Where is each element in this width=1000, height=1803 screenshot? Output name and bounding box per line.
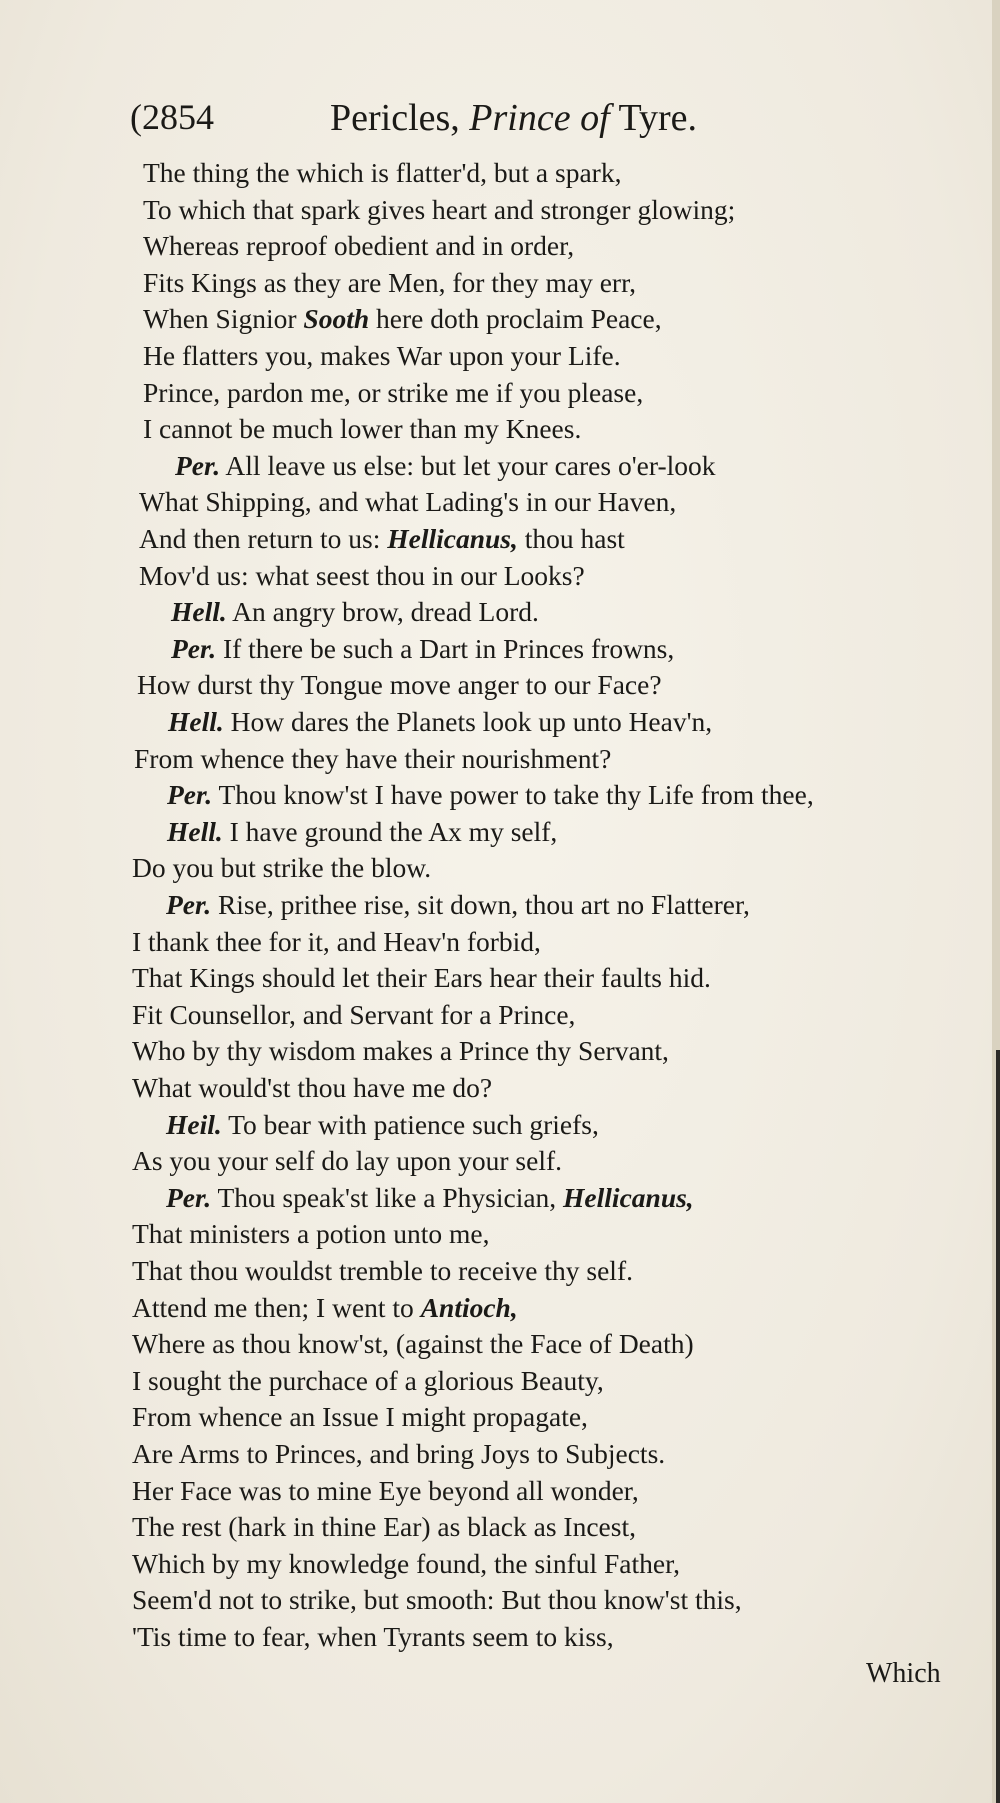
line-text: Which by my knowledge found, the sinful Father, xyxy=(132,1547,681,1579)
verse-line xyxy=(132,1033,669,1069)
line-text: An angry brow, dread Lord. xyxy=(226,596,539,628)
verse-line xyxy=(132,1326,694,1362)
line-text: Whereas reproof obedient and in order, xyxy=(143,230,575,262)
verse-line xyxy=(143,192,735,228)
verse-line xyxy=(132,1253,633,1289)
speaker-prefix: Per. xyxy=(175,449,221,481)
speaker-prefix: Per. xyxy=(167,779,213,811)
line-text: I thank thee for it, and Heav'n forbid, xyxy=(132,925,541,957)
line-text: Seem'd not to strike, but smooth: But thou know'st this, xyxy=(132,1584,742,1616)
line-text: From whence they have their nourishment? xyxy=(134,742,612,774)
speaker-prefix: Hell. xyxy=(171,596,227,628)
line-text: Rise, prithee rise, sit down, thou art no Flatterer, xyxy=(211,889,750,920)
page-header xyxy=(130,96,830,146)
verse-line xyxy=(132,1290,518,1326)
speaker-prefix: Per. xyxy=(166,1181,212,1213)
speaker-prefix: Heil. xyxy=(166,1108,222,1140)
verse-line xyxy=(132,1216,489,1252)
running-title-italic: Prince of xyxy=(469,97,610,139)
speaker-prefix: Hell. xyxy=(167,815,223,847)
page-edge-shadow xyxy=(996,1050,1000,1803)
line-text: Her Face was to mine Eye beyond all wonder, xyxy=(132,1474,639,1506)
running-title-pre: Pericles, xyxy=(330,97,470,139)
line-text-continued: here doth proclaim Peace, xyxy=(369,303,662,335)
line-text: Thou know'st I have power to take thy Life from thee, xyxy=(212,779,814,811)
running-title-post: Tyre. xyxy=(609,97,698,139)
line-text: Where as thou know'st, (against the Face of Death) xyxy=(132,1328,694,1360)
line-text: Attend me then; I went to xyxy=(132,1291,421,1323)
line-text: I have ground the Ax my self, xyxy=(222,815,558,847)
line-text: What would'st thou have me do? xyxy=(132,1072,493,1103)
verse-line xyxy=(171,631,674,667)
speaker-prefix: Per. xyxy=(166,889,212,920)
verse-line xyxy=(132,1473,639,1509)
line-text: Who by thy wisdom makes a Prince thy Servant, xyxy=(132,1035,669,1067)
verse-line xyxy=(132,850,431,886)
verse-line xyxy=(166,1180,694,1216)
line-text-continued: thou hast xyxy=(517,523,625,554)
verse-line xyxy=(143,411,581,447)
verse-line xyxy=(167,814,557,850)
verse-line xyxy=(132,1582,742,1618)
line-text: The thing the which is flatter'd, but a spark, xyxy=(143,157,622,188)
line-text: Are Arms to Princes, and bring Joys to Subjects. xyxy=(132,1438,666,1469)
line-text: As you your self do lay upon your self. xyxy=(132,1145,563,1177)
page-number: (2854 xyxy=(130,97,214,137)
line-text: When Signior xyxy=(143,303,304,335)
line-text: And then return to us: xyxy=(139,523,388,554)
verse-line xyxy=(143,338,621,374)
verse-line xyxy=(132,1546,680,1582)
verse-line xyxy=(132,1363,604,1399)
speaker-prefix: Hell. xyxy=(168,706,224,737)
verse-line xyxy=(132,1143,562,1179)
italic-name: Hellicanus, xyxy=(563,1181,694,1213)
verse-line xyxy=(139,484,676,520)
verse-line xyxy=(132,960,711,996)
verse-line xyxy=(134,741,611,777)
verse-line xyxy=(166,887,750,923)
verse-line xyxy=(166,1107,599,1143)
verse-line xyxy=(143,265,636,301)
verse-line xyxy=(132,1509,636,1545)
running-title xyxy=(330,96,697,140)
line-text: Fits Kings as they are Men, for they may err, xyxy=(143,266,637,298)
verse-line xyxy=(171,594,539,630)
line-text: How durst thy Tongue move anger to our Face? xyxy=(137,669,662,701)
verse-line xyxy=(132,1399,588,1435)
line-text: All leave us else: but let your cares o'er-look xyxy=(220,449,716,481)
line-text: How dares the Planets look up unto Heav'n, xyxy=(223,706,713,737)
line-text: Do you but strike the blow. xyxy=(132,852,432,884)
verse-line xyxy=(137,667,662,703)
verse-line xyxy=(143,375,643,411)
italic-name: Antioch, xyxy=(420,1291,518,1323)
line-text: He flatters you, makes War upon your Life. xyxy=(143,340,621,371)
line-text: Fit Counsellor, and Servant for a Prince, xyxy=(132,998,576,1030)
line-text: If there be such a Dart in Princes frowns, xyxy=(216,632,675,664)
verse-line xyxy=(143,301,662,337)
line-text: 'Tis time to fear, when Tyrants seem to kiss, xyxy=(132,1621,614,1652)
verse-line xyxy=(167,777,814,813)
speaker-prefix: Per. xyxy=(171,632,217,664)
line-text: The rest (hark in thine Ear) as black as Incest, xyxy=(132,1511,636,1543)
line-text: That thou wouldst tremble to receive thy self. xyxy=(132,1255,633,1286)
verse-line xyxy=(132,1070,492,1106)
italic-name: Hellicanus, xyxy=(387,523,518,554)
line-text: Thou speak'st like a Physician, xyxy=(211,1181,564,1213)
verse-line xyxy=(132,997,575,1033)
line-text: Mov'd us: what seest thou in our Looks? xyxy=(139,559,585,591)
line-text: To which that spark gives heart and stronger glowing; xyxy=(143,193,736,225)
verse-line xyxy=(143,155,621,191)
verse-line xyxy=(132,924,541,960)
catchword: Which xyxy=(866,1658,941,1689)
line-text: That ministers a potion unto me, xyxy=(132,1218,490,1250)
verse-line xyxy=(132,1436,665,1472)
line-text: What Shipping, and what Lading's in our Haven, xyxy=(139,486,677,518)
line-text: To bear with patience such griefs, xyxy=(221,1108,599,1140)
line-text: From whence an Issue I might propagate, xyxy=(132,1401,588,1433)
line-text: Prince, pardon me, or strike me if you please, xyxy=(143,376,644,408)
line-text: I sought the purchace of a glorious Beauty, xyxy=(132,1364,604,1396)
verse-line xyxy=(139,558,585,594)
line-text: I cannot be much lower than my Knees. xyxy=(143,413,582,445)
verse-line xyxy=(139,521,625,557)
line-text: That Kings should let their Ears hear their faults hid. xyxy=(132,962,711,994)
verse-line xyxy=(168,704,712,740)
verse-line xyxy=(175,448,716,484)
verse-line xyxy=(132,1619,614,1655)
verse-line xyxy=(143,228,574,264)
italic-name: Sooth xyxy=(303,303,370,335)
